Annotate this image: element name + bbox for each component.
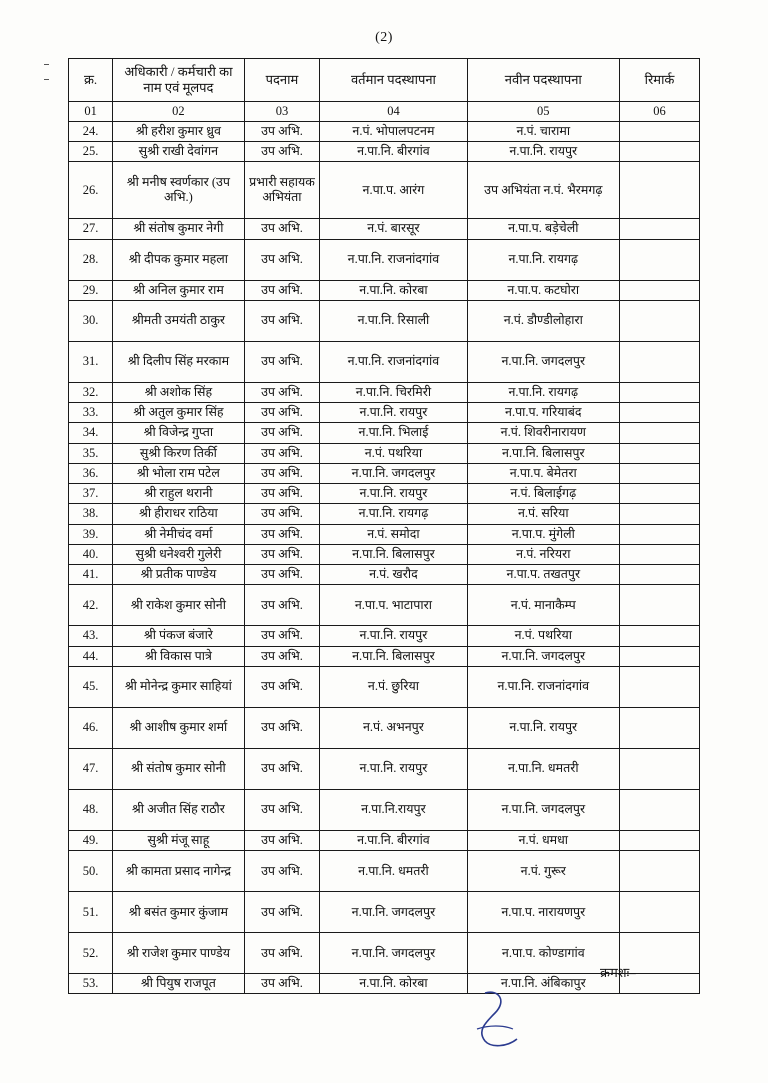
cell-designation: उप अभि. <box>244 666 320 707</box>
cell-designation: उप अभि. <box>244 504 320 524</box>
cell-remark <box>620 463 700 483</box>
cell-name: श्री मनीष स्वर्णकार (उप अभि.) <box>113 162 244 219</box>
cell-new-posting: न.पं. मानाकैम्प <box>467 585 619 626</box>
cell-name: श्री नेमीचंद वर्मा <box>113 524 244 544</box>
cell-remark <box>620 524 700 544</box>
cell-current-posting: न.पं. छुरिया <box>320 666 467 707</box>
cell-new-posting: न.पा.नि. राजनांदगांव <box>467 666 619 707</box>
cell-current-posting: न.पा.नि. जगदलपुर <box>320 933 467 974</box>
table-row <box>69 162 700 219</box>
cell-new-posting: न.पं. नरियरा <box>467 544 619 564</box>
table-row <box>69 892 700 933</box>
page-number: (2) <box>375 30 393 45</box>
cell-current-posting: न.पा.नि. बिलासपुर <box>320 646 467 666</box>
cell-serial: 29. <box>69 280 113 300</box>
cell-name: सुश्री मंजू साहू <box>113 830 244 850</box>
table-row <box>69 504 700 524</box>
table-row <box>69 300 700 341</box>
cell-current-posting: न.पा.नि. जगदलपुर <box>320 463 467 483</box>
cell-designation: उप अभि. <box>244 382 320 402</box>
cell-serial: 52. <box>69 933 113 974</box>
cell-designation: उप अभि. <box>244 892 320 933</box>
cell-serial: 26. <box>69 162 113 219</box>
cell-current-posting: न.पा.नि.रायपुर <box>320 789 467 830</box>
cell-name: श्री राजेश कुमार पाण्डेय <box>113 933 244 974</box>
table-row <box>69 382 700 402</box>
cell-new-posting: न.पं. सरिया <box>467 504 619 524</box>
cell-name: श्री मोनेन्द्र कुमार साहियां <box>113 666 244 707</box>
cell-name: श्री अतुल कुमार सिंह <box>113 403 244 423</box>
cell-designation: उप अभि. <box>244 121 320 141</box>
cell-remark <box>620 142 700 162</box>
cell-new-posting: न.पा.नि. बिलासपुर <box>467 443 619 463</box>
cell-designation: उप अभि. <box>244 707 320 748</box>
cell-remark <box>620 748 700 789</box>
cell-name: श्री प्रतीक पाण्डेय <box>113 565 244 585</box>
cell-remark <box>620 300 700 341</box>
table-row <box>69 544 700 564</box>
cell-name: श्री राहुल थरानी <box>113 484 244 504</box>
table-row <box>69 443 700 463</box>
cell-current-posting: न.पा.नि. रायपुर <box>320 403 467 423</box>
cell-serial: 42. <box>69 585 113 626</box>
cell-name: श्री दिलीप सिंह मरकाम <box>113 341 244 382</box>
cell-current-posting: न.पा.नि. रायगढ़ <box>320 504 467 524</box>
cell-remark <box>620 830 700 850</box>
cell-serial: 30. <box>69 300 113 341</box>
table-row <box>69 851 700 892</box>
cell-remark <box>620 423 700 443</box>
cell-name: श्री पंकज बंजारे <box>113 626 244 646</box>
table-header-row <box>69 59 700 102</box>
cell-remark <box>620 565 700 585</box>
cell-designation: उप अभि. <box>244 423 320 443</box>
cell-current-posting: न.पं. अभनपुर <box>320 707 467 748</box>
cell-designation: उप अभि. <box>244 443 320 463</box>
cell-current-posting: न.पा.नि. रायपुर <box>320 484 467 504</box>
cell-new-posting: न.पं. गुरूर <box>467 851 619 892</box>
cell-serial: 47. <box>69 748 113 789</box>
cell-serial: 48. <box>69 789 113 830</box>
table-row <box>69 524 700 544</box>
cell-remark <box>620 626 700 646</box>
cell-current-posting: न.पा.नि. बिलासपुर <box>320 544 467 564</box>
colnum-2: 02 <box>113 101 244 121</box>
cell-designation: उप अभि. <box>244 851 320 892</box>
cell-remark <box>620 382 700 402</box>
cell-remark <box>620 646 700 666</box>
cell-name: श्री पियुष राजपूत <box>113 974 244 994</box>
cell-new-posting: न.पा.प. बेमेतरा <box>467 463 619 483</box>
cell-current-posting: न.पा.नि. राजनांदगांव <box>320 341 467 382</box>
header-new-posting: नवीन पदस्थापना <box>467 59 619 102</box>
continued-note: क्रमशः– <box>600 965 636 980</box>
cell-new-posting: न.पं. डौण्डीलोहारा <box>467 300 619 341</box>
cell-serial: 51. <box>69 892 113 933</box>
cell-designation: उप अभि. <box>244 830 320 850</box>
cell-serial: 44. <box>69 646 113 666</box>
header-serial: क्र. <box>69 59 113 102</box>
cell-serial: 32. <box>69 382 113 402</box>
cell-current-posting: न.पं. समोदा <box>320 524 467 544</box>
margin-tick-marks <box>44 64 50 104</box>
cell-new-posting: न.पं. शिवरीनारायण <box>467 423 619 443</box>
cell-serial: 41. <box>69 565 113 585</box>
cell-designation: उप अभि. <box>244 626 320 646</box>
cell-name: श्री दीपक कुमार महला <box>113 239 244 280</box>
header-current-posting: वर्तमान पदस्थापना <box>320 59 467 102</box>
cell-current-posting: न.पा.प. भाटापारा <box>320 585 467 626</box>
cell-serial: 27. <box>69 219 113 239</box>
cell-current-posting: न.पा.नि. रायपुर <box>320 626 467 646</box>
table-row <box>69 748 700 789</box>
cell-serial: 46. <box>69 707 113 748</box>
cell-remark <box>620 403 700 423</box>
cell-new-posting: न.पा.नि. रायपुर <box>467 707 619 748</box>
cell-serial: 31. <box>69 341 113 382</box>
cell-serial: 34. <box>69 423 113 443</box>
table-row <box>69 423 700 443</box>
table-row <box>69 830 700 850</box>
cell-designation: उप अभि. <box>244 933 320 974</box>
cell-name: श्री राकेश कुमार सोनी <box>113 585 244 626</box>
cell-new-posting: न.पा.प. तखतपुर <box>467 565 619 585</box>
table-row <box>69 142 700 162</box>
cell-current-posting: न.पं. खरौद <box>320 565 467 585</box>
cell-designation: उप अभि. <box>244 403 320 423</box>
cell-serial: 37. <box>69 484 113 504</box>
cell-serial: 50. <box>69 851 113 892</box>
cell-serial: 39. <box>69 524 113 544</box>
cell-new-posting: उप अभियंता न.पं. भैरमगढ़ <box>467 162 619 219</box>
cell-designation: उप अभि. <box>244 565 320 585</box>
table-row <box>69 403 700 423</box>
cell-new-posting: न.पं. पथरिया <box>467 626 619 646</box>
table-row <box>69 280 700 300</box>
cell-current-posting: न.पा.नि. राजनांदगांव <box>320 239 467 280</box>
cell-remark <box>620 666 700 707</box>
cell-current-posting: न.पा.नि. चिरमिरी <box>320 382 467 402</box>
cell-current-posting: न.पा.नि. भिलाई <box>320 423 467 443</box>
colnum-6: 06 <box>620 101 700 121</box>
cell-designation: उप अभि. <box>244 463 320 483</box>
cell-new-posting: न.पा.प. कटघोरा <box>467 280 619 300</box>
cell-name: श्री विकास पात्रे <box>113 646 244 666</box>
cell-name: सुश्री किरण तिर्की <box>113 443 244 463</box>
cell-new-posting: न.पा.प. मुंगेली <box>467 524 619 544</box>
cell-designation: उप अभि. <box>244 544 320 564</box>
cell-name: श्री बसंत कुमार कुंजाम <box>113 892 244 933</box>
cell-name: श्री संतोष कुमार सोनी <box>113 748 244 789</box>
cell-designation: उप अभि. <box>244 748 320 789</box>
cell-remark <box>620 280 700 300</box>
cell-new-posting: न.पा.नि. जगदलपुर <box>467 341 619 382</box>
cell-designation: उप अभि. <box>244 524 320 544</box>
cell-remark <box>620 851 700 892</box>
cell-remark <box>620 789 700 830</box>
cell-current-posting: न.पा.प. आरंग <box>320 162 467 219</box>
cell-name: सुश्री धनेश्वरी गुलेरी <box>113 544 244 564</box>
table-row <box>69 239 700 280</box>
header-name: अधिकारी / कर्मचारी का नाम एवं मूलपद <box>113 59 244 102</box>
header-designation: पदनाम <box>244 59 320 102</box>
cell-remark <box>620 892 700 933</box>
cell-name: श्री भोला राम पटेल <box>113 463 244 483</box>
cell-remark <box>620 162 700 219</box>
cell-designation: उप अभि. <box>244 789 320 830</box>
cell-name: श्री हरीश कुमार ध्रुव <box>113 121 244 141</box>
column-number-row <box>69 101 700 121</box>
cell-designation: उप अभि. <box>244 239 320 280</box>
cell-serial: 45. <box>69 666 113 707</box>
cell-new-posting: न.पा.नि. धमतरी <box>467 748 619 789</box>
cell-current-posting: न.पा.नि. कोरबा <box>320 974 467 994</box>
cell-remark <box>620 707 700 748</box>
cell-remark <box>620 121 700 141</box>
cell-remark <box>620 484 700 504</box>
cell-current-posting: न.पा.नि. बीरगांव <box>320 142 467 162</box>
colnum-1: 01 <box>69 101 113 121</box>
cell-name: श्री कामता प्रसाद नागेन्द्र <box>113 851 244 892</box>
table-row <box>69 646 700 666</box>
cell-new-posting: न.पा.प. कोण्डागांव <box>467 933 619 974</box>
cell-designation: उप अभि. <box>244 219 320 239</box>
cell-name: श्री संतोष कुमार नेगी <box>113 219 244 239</box>
colnum-5: 05 <box>467 101 619 121</box>
colnum-3: 03 <box>244 101 320 121</box>
table-row <box>69 585 700 626</box>
cell-current-posting: न.पं. बारसूर <box>320 219 467 239</box>
cell-current-posting: न.पा.नि. बीरगांव <box>320 830 467 850</box>
colnum-4: 04 <box>320 101 467 121</box>
table-row <box>69 121 700 141</box>
table-row <box>69 565 700 585</box>
cell-serial: 40. <box>69 544 113 564</box>
cell-current-posting: न.पा.नि. जगदलपुर <box>320 892 467 933</box>
cell-name: श्री अनिल कुमार राम <box>113 280 244 300</box>
table-row <box>69 707 700 748</box>
cell-serial: 49. <box>69 830 113 850</box>
cell-serial: 53. <box>69 974 113 994</box>
cell-remark <box>620 341 700 382</box>
cell-designation: उप अभि. <box>244 300 320 341</box>
cell-designation: उप अभि. <box>244 974 320 994</box>
cell-new-posting: न.पं. चारामा <box>467 121 619 141</box>
table-row <box>69 463 700 483</box>
cell-current-posting: न.पा.नि. कोरबा <box>320 280 467 300</box>
cell-remark <box>620 239 700 280</box>
cell-name: श्री अशोक सिंह <box>113 382 244 402</box>
cell-designation: उप अभि. <box>244 341 320 382</box>
table-row <box>69 626 700 646</box>
cell-serial: 33. <box>69 403 113 423</box>
cell-name: श्री अजीत सिंह राठौर <box>113 789 244 830</box>
cell-current-posting: न.पं. भोपालपटनम <box>320 121 467 141</box>
cell-new-posting: न.पा.प. बड़ेचेली <box>467 219 619 239</box>
cell-designation: उप अभि. <box>244 646 320 666</box>
cell-serial: 28. <box>69 239 113 280</box>
cell-designation: प्रभारी सहायक अभियंता <box>244 162 320 219</box>
cell-new-posting: न.पा.नि. रायगढ़ <box>467 239 619 280</box>
table-row <box>69 484 700 504</box>
cell-new-posting: न.पं. बिलाईगढ़ <box>467 484 619 504</box>
cell-new-posting: न.पा.नि. जगदलपुर <box>467 646 619 666</box>
cell-serial: 38. <box>69 504 113 524</box>
cell-designation: उप अभि. <box>244 484 320 504</box>
cell-current-posting: न.पा.नि. रायपुर <box>320 748 467 789</box>
header-remark: रिमार्क <box>620 59 700 102</box>
cell-serial: 36. <box>69 463 113 483</box>
cell-designation: उप अभि. <box>244 142 320 162</box>
transfer-order-table <box>68 58 700 994</box>
table-row <box>69 666 700 707</box>
cell-designation: उप अभि. <box>244 585 320 626</box>
cell-remark <box>620 544 700 564</box>
cell-serial: 43. <box>69 626 113 646</box>
table-row <box>69 219 700 239</box>
cell-name: श्रीमती उमयंती ठाकुर <box>113 300 244 341</box>
cell-new-posting: न.पा.प. नारायणपुर <box>467 892 619 933</box>
cell-new-posting: न.पा.प. गरियाबंद <box>467 403 619 423</box>
cell-name: श्री हीराधर राठिया <box>113 504 244 524</box>
cell-name: श्री विजेन्द्र गुप्ता <box>113 423 244 443</box>
table-row <box>69 789 700 830</box>
cell-new-posting: न.पा.नि. जगदलपुर <box>467 789 619 830</box>
cell-serial: 24. <box>69 121 113 141</box>
cell-new-posting: न.पं. धमधा <box>467 830 619 850</box>
cell-name: श्री आशीष कुमार शर्मा <box>113 707 244 748</box>
cell-remark <box>620 443 700 463</box>
cell-new-posting: न.पा.नि. रायगढ़ <box>467 382 619 402</box>
cell-name: सुश्री राखी देवांगन <box>113 142 244 162</box>
cell-remark <box>620 504 700 524</box>
cell-current-posting: न.पा.नि. धमतरी <box>320 851 467 892</box>
cell-current-posting: न.पं. पथरिया <box>320 443 467 463</box>
cell-remark <box>620 219 700 239</box>
cell-new-posting: न.पा.नि. अंबिकापुर <box>467 974 619 994</box>
cell-serial: 25. <box>69 142 113 162</box>
cell-remark <box>620 585 700 626</box>
table-row <box>69 341 700 382</box>
cell-current-posting: न.पा.नि. रिसाली <box>320 300 467 341</box>
cell-serial: 35. <box>69 443 113 463</box>
signature-mark <box>455 985 575 1055</box>
cell-new-posting: न.पा.नि. रायपुर <box>467 142 619 162</box>
cell-designation: उप अभि. <box>244 280 320 300</box>
